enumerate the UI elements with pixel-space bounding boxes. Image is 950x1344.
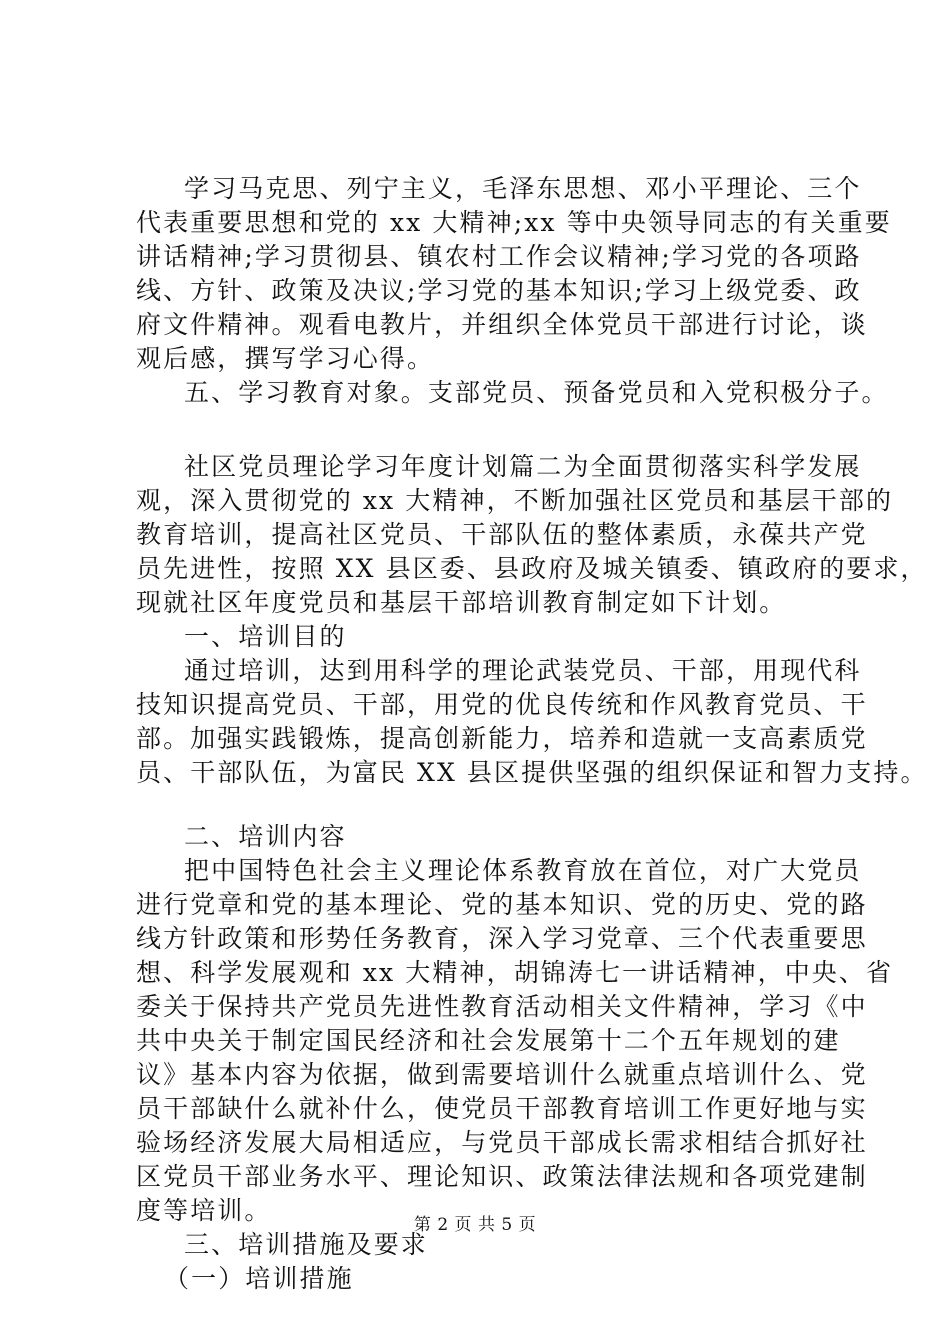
paragraph-line: 学习马克思、列宁主义，毛泽东思想、邓小平理论、三个: [184, 174, 862, 203]
paragraph-line: 观后感，撰写学习心得。: [136, 344, 435, 373]
paragraph-line: 议》基本内容为依据，做到需要培训什么就重点培训什么、党: [136, 1060, 868, 1089]
paragraph-line: 进行党章和党的基本理论、党的基本知识、党的历史、党的路: [136, 890, 868, 919]
paragraph-line: 员先进性，按照 XX 县区委、县政府及城关镇委、镇政府的要求，: [136, 554, 928, 583]
goal-paragraph: [136, 654, 928, 790]
paragraph-line: 技知识提高党员、干部，用党的优良传统和作风教育党员、干: [136, 690, 868, 719]
paragraph-line: 现就社区年度党员和基层干部培训教育制定如下计划。: [136, 588, 787, 617]
section-heading-goal: 一、培训目的: [184, 622, 347, 651]
paragraph-line: 教育培训，提高社区党员、干部队伍的整体素质，永葆共产党: [136, 520, 868, 549]
paragraph-line: 代表重要思想和党的 xx 大精神;xx 等中央领导同志的有关重要: [136, 208, 892, 237]
paragraph-line: 员、干部队伍，为富民 XX 县区提供坚强的组织保证和智力支持。: [136, 758, 928, 787]
paragraph-line: 共中央关于制定国民经济和社会发展第十二个五年规划的建: [136, 1026, 841, 1055]
paragraph-line: 府文件精神。观看电教片，并组织全体党员干部进行讨论，谈: [136, 310, 868, 339]
section-heading-measures: 三、培训措施及要求: [184, 1230, 428, 1259]
paragraph-line: 线、方针、政策及决议;学习党的基本知识;学习上级党委、政: [136, 276, 862, 305]
paragraph-line: 委关于保持共产党员先进性教育活动相关文件精神，学习《中: [136, 992, 868, 1021]
plan-intro-paragraph: [136, 450, 928, 620]
content-paragraph: [136, 854, 894, 1228]
study-target-item: 五、学习教育对象。支部党员、预备党员和入党积极分子。: [184, 378, 889, 407]
document-body: [136, 172, 928, 1296]
page-number-footer: 第 2 页 共 5 页: [413, 1215, 537, 1235]
study-content-paragraph: [136, 172, 892, 376]
paragraph-line: 讲话精神;学习贯彻县、镇农村工作会议精神;学习党的各项路: [136, 242, 862, 271]
paragraph-line: 区党员干部业务水平、理论知识、政策法律法规和各项党建制: [136, 1162, 868, 1191]
paragraph-line: 度等培训。: [136, 1196, 272, 1225]
paragraph-line: 验场经济发展大局相适应，与党员干部成长需求相结合抓好社: [136, 1128, 868, 1157]
paragraph-line: 社区党员理论学习年度计划篇二为全面贯彻落实科学发展: [184, 452, 862, 481]
paragraph-line: 通过培训，达到用科学的理论武装党员、干部，用现代科: [184, 656, 862, 685]
paragraph-line: 观，深入贯彻党的 xx 大精神，不断加强社区党员和基层干部的: [136, 486, 894, 515]
paragraph-line: 线方针政策和形势任务教育，深入学习党章、三个代表重要思: [136, 924, 868, 953]
paragraph-line: 员干部缺什么就补什么，使党员干部教育培训工作更好地与实: [136, 1094, 868, 1123]
paragraph-line: 把中国特色社会主义理论体系教育放在首位，对广大党员: [184, 856, 862, 885]
section-heading-content: 二、培训内容: [184, 822, 347, 851]
paragraph-line: 部。加强实践锻炼，提高创新能力，培养和造就一支高素质党: [136, 724, 868, 753]
paragraph-line: 想、科学发展观和 xx 大精神，胡锦涛七一讲话精神，中央、省: [136, 958, 894, 987]
subsection-heading-measures: （一）培训措施: [164, 1264, 354, 1293]
